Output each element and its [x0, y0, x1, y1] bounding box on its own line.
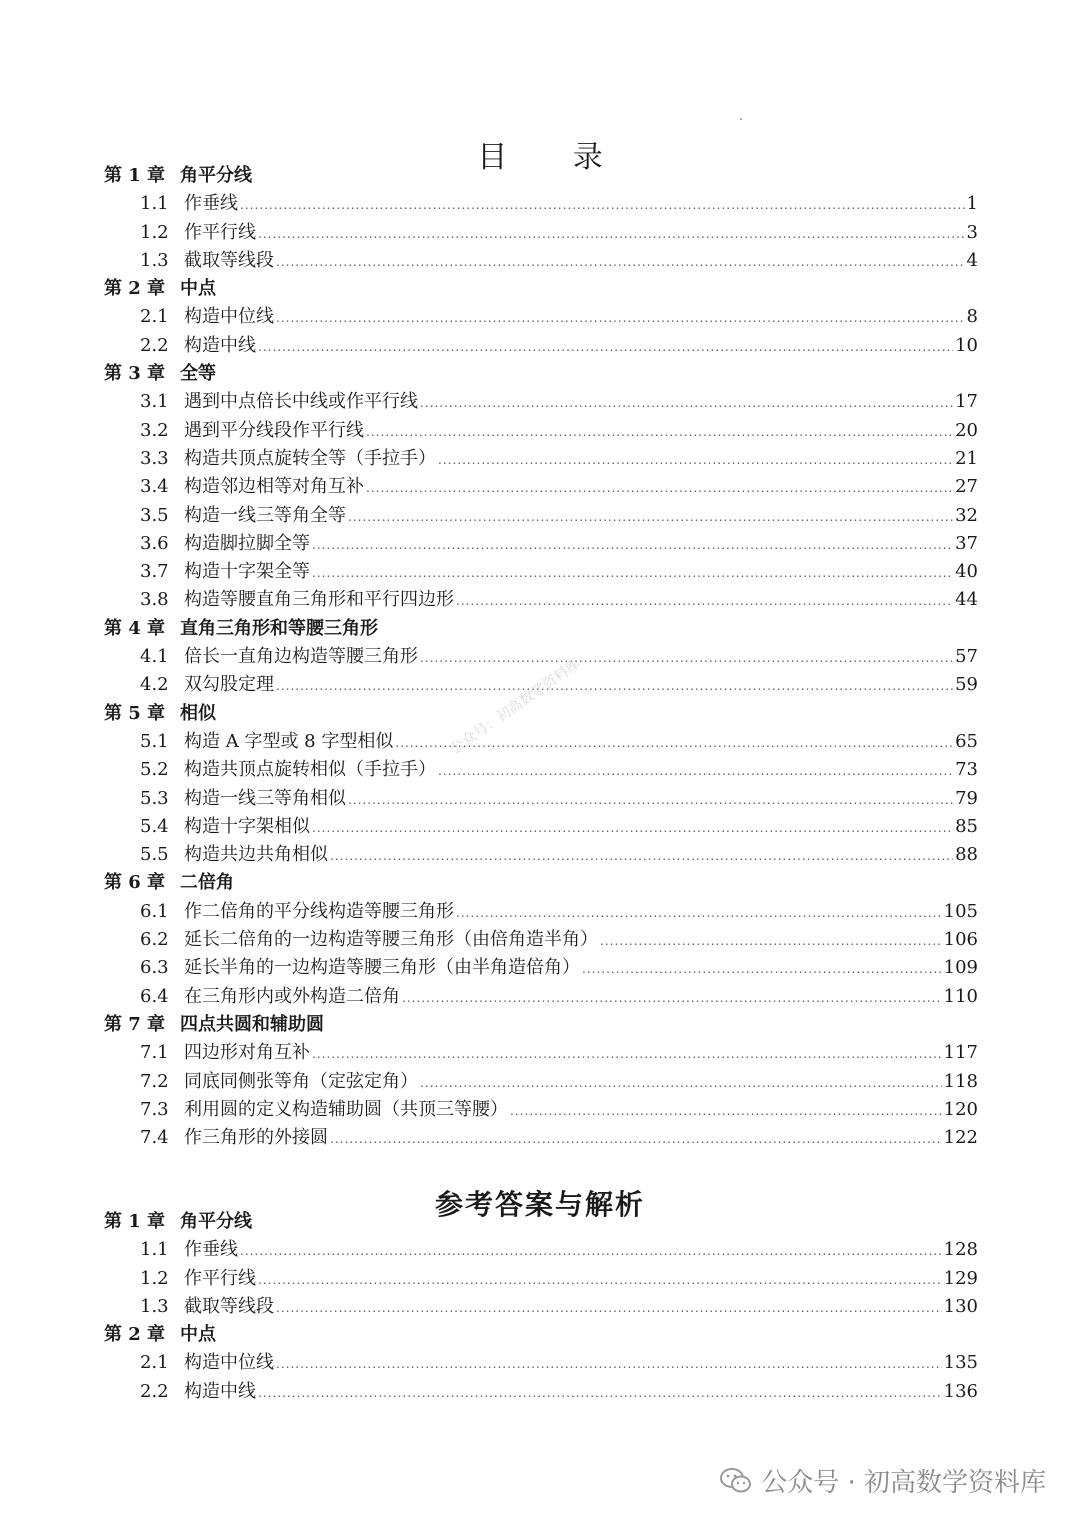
- answers-section-title: 参考答案与解析: [434, 1188, 645, 1222]
- toc-entry[interactable]: [104, 586, 978, 614]
- chapter-title: 角平分线: [180, 1211, 252, 1232]
- entry-title: 作垂线: [184, 193, 238, 215]
- entry-number: 7.4: [140, 1127, 169, 1149]
- entry-number: 5.2: [140, 759, 169, 781]
- entry-title: 四边形对角互补: [184, 1042, 310, 1064]
- dot-leader: [438, 757, 953, 785]
- entry-title: 在三角形内或外构造二倍角: [184, 985, 400, 1007]
- chapter-number: 第 1 章: [104, 1211, 166, 1232]
- entry-title: 构造脚拉脚全等: [184, 532, 310, 554]
- chapter-number: 第 2 章: [104, 1324, 166, 1346]
- toc-entry[interactable]: [104, 417, 978, 445]
- entry-title: 作平行线: [184, 1267, 256, 1289]
- table-of-contents: [104, 162, 978, 1152]
- entry-number: 6.2: [140, 929, 169, 951]
- entry-number: 4.1: [140, 646, 169, 668]
- dot-leader: [420, 644, 953, 672]
- toc-entry[interactable]: [104, 926, 978, 954]
- toc-entry[interactable]: [104, 1378, 978, 1406]
- entry-page-number: 17: [955, 391, 978, 413]
- entry-title: 延长半角的一边构造等腰三角形（由半角造倍角）: [184, 957, 580, 979]
- entry-title: 构造一线三等角相似: [184, 787, 346, 809]
- chapter-heading: [104, 1208, 978, 1236]
- entry-title: 遇到中点倍长中线或作平行线: [184, 391, 418, 413]
- entry-page-number: 117: [943, 1042, 978, 1064]
- chapter-heading: [104, 1321, 978, 1349]
- entry-page-number: 120: [943, 1098, 978, 1120]
- dot-leader: [330, 842, 953, 870]
- diagonal-watermark: 公众号：初高数学资料库: [447, 655, 584, 758]
- chapter-heading: [104, 869, 978, 897]
- toc-entry[interactable]: [104, 445, 978, 473]
- entry-page-number: 8: [966, 306, 978, 328]
- dot-leader: [366, 474, 953, 502]
- entry-title: 延长二倍角的一边构造等腰三角形（由倍角造半角）: [184, 929, 598, 951]
- entry-title: 构造共顶点旋转全等（手拉手）: [184, 447, 436, 469]
- entry-title: 构造一线三等角全等: [184, 504, 346, 526]
- chapter-heading: [104, 700, 978, 728]
- dot-leader: [276, 248, 965, 276]
- toc-entry[interactable]: [104, 813, 978, 841]
- dot-leader: [420, 1069, 942, 1097]
- page-title: 目 录: [477, 140, 631, 176]
- entry-number: 6.3: [140, 957, 169, 979]
- entry-page-number: 27: [955, 476, 978, 498]
- entry-number: 6.4: [140, 985, 169, 1007]
- toc-entry[interactable]: [104, 785, 978, 813]
- wechat-icon: [719, 1466, 753, 1496]
- dot-leader: [456, 899, 942, 927]
- dot-leader: [330, 1125, 942, 1153]
- footer-text: 公众号 · 初高数学资料库: [761, 1468, 1046, 1498]
- chapter-number: 第 7 章: [104, 1013, 166, 1035]
- entry-number: 3.5: [140, 504, 169, 526]
- entry-title: 构造邻边相等对角互补: [184, 476, 364, 498]
- entry-number: 2.2: [140, 334, 169, 356]
- chapter-number: 第 2 章: [104, 278, 166, 300]
- entry-number: 3.2: [140, 419, 169, 441]
- entry-page-number: 10: [955, 334, 978, 356]
- chapter-title: 直角三角形和等腰三角形: [180, 617, 378, 639]
- entry-number: 7.1: [140, 1042, 169, 1064]
- dot-leader: [402, 984, 942, 1012]
- toc-entry[interactable]: [104, 190, 978, 218]
- entry-page-number: 110: [943, 985, 978, 1007]
- entry-number: 1.3: [140, 249, 169, 271]
- entry-page-number: 20: [955, 419, 978, 441]
- entry-title: 截取等线段: [184, 249, 274, 271]
- entry-number: 2.1: [140, 306, 169, 328]
- entry-page-number: 106: [943, 929, 978, 951]
- entry-page-number: 135: [943, 1352, 978, 1374]
- entry-page-number: 129: [943, 1267, 978, 1289]
- entry-number: 3.1: [140, 391, 169, 413]
- toc-entry[interactable]: [104, 1096, 978, 1124]
- toc-entry[interactable]: [104, 473, 978, 501]
- toc-entry[interactable]: [104, 898, 978, 926]
- entry-number: 5.1: [140, 730, 169, 752]
- chapter-number: 第 3 章: [104, 363, 166, 385]
- toc-entry[interactable]: [104, 530, 978, 558]
- entry-title: 作平行线: [184, 221, 256, 243]
- entry-title: 作二倍角的平分线构造等腰三角形: [184, 900, 454, 922]
- entry-number: 3.6: [140, 532, 169, 554]
- chapter-number: 第 6 章: [104, 872, 166, 894]
- entry-number: 5.3: [140, 787, 169, 809]
- toc-entry[interactable]: [104, 502, 978, 530]
- entry-title: 双勾股定理: [184, 674, 274, 696]
- chapter-title: 二倍角: [180, 872, 234, 894]
- chapter-title: 中点: [180, 278, 216, 300]
- entry-page-number: 73: [955, 759, 978, 781]
- entry-page-number: 4: [966, 249, 978, 271]
- chapter-heading: [104, 360, 978, 388]
- dot-leader: [258, 1266, 942, 1294]
- entry-title: 构造中线: [184, 334, 256, 356]
- dot-leader: [276, 1294, 942, 1322]
- entry-title: 构造中线: [184, 1380, 256, 1402]
- footer-watermark: [719, 1462, 1046, 1499]
- chapter-number: 第 4 章: [104, 617, 166, 639]
- toc-entry[interactable]: [104, 388, 978, 416]
- chapter-heading: [104, 1011, 978, 1039]
- dot-leader: [600, 927, 942, 955]
- entry-page-number: 65: [955, 730, 978, 752]
- toc-entry[interactable]: [104, 643, 978, 671]
- dot-leader: [312, 531, 953, 559]
- dot-leader: [366, 418, 953, 446]
- toc-entry[interactable]: [104, 1068, 978, 1096]
- entry-page-number: 1: [966, 193, 978, 215]
- entry-number: 3.7: [140, 561, 169, 583]
- toc-entry[interactable]: [104, 1124, 978, 1152]
- entry-number: 1.1: [140, 193, 169, 215]
- entry-page-number: 122: [943, 1127, 978, 1149]
- entry-page-number: 88: [955, 844, 978, 866]
- entry-number: 7.2: [140, 1070, 169, 1092]
- entry-page-number: 105: [943, 900, 978, 922]
- toc-entry[interactable]: [104, 756, 978, 784]
- dot-leader: [582, 955, 942, 983]
- chapter-number: 第 1 章: [104, 165, 166, 186]
- entry-page-number: 21: [955, 447, 978, 469]
- entry-title: 截取等线段: [184, 1295, 274, 1317]
- entry-page-number: 3: [966, 221, 978, 243]
- entry-title: 构造 A 字型或 8 字型相似: [184, 730, 394, 752]
- entry-page-number: 128: [943, 1239, 978, 1261]
- toc-entry[interactable]: [104, 1039, 978, 1067]
- entry-page-number: 109: [943, 957, 978, 979]
- toc-entry[interactable]: [104, 303, 978, 331]
- entry-page-number: 44: [955, 589, 978, 611]
- dot-leader: [348, 786, 953, 814]
- chapter-title: 相似: [180, 702, 216, 724]
- toc-entry[interactable]: [104, 219, 978, 247]
- entry-number: 1.1: [140, 1239, 169, 1261]
- entry-number: 6.1: [140, 900, 169, 922]
- entry-page-number: 40: [955, 561, 978, 583]
- chapter-heading: [104, 275, 978, 303]
- toc-entry[interactable]: [104, 1236, 978, 1264]
- entry-number: 5.5: [140, 844, 169, 866]
- entry-number: 4.2: [140, 674, 169, 696]
- entry-title: 作三角形的外接圆: [184, 1127, 328, 1149]
- entry-title: 构造共边共角相似: [184, 844, 328, 866]
- entry-title: 构造中位线: [184, 306, 274, 328]
- chapter-title: 全等: [180, 363, 216, 385]
- dot-leader: [348, 503, 953, 531]
- entry-title: 构造共顶点旋转相似（手拉手）: [184, 759, 436, 781]
- dot-leader: [240, 1237, 942, 1265]
- dot-leader: [312, 814, 953, 842]
- entry-number: 7.3: [140, 1098, 169, 1120]
- toc-entry[interactable]: [104, 1265, 978, 1293]
- entry-title: 作垂线: [184, 1239, 238, 1261]
- entry-title: 同底同侧张等角（定弦定角）: [184, 1070, 418, 1092]
- entry-number: 1.2: [140, 1267, 169, 1289]
- entry-title: 构造等腰直角三角形和平行四边形: [184, 589, 454, 611]
- entry-title: 构造十字架全等: [184, 561, 310, 583]
- entry-title: 利用圆的定义构造辅助圆（共顶三等腰）: [184, 1098, 508, 1120]
- dot-leader: [258, 1379, 942, 1407]
- dot-leader: [438, 446, 953, 474]
- chapter-heading: [104, 615, 978, 643]
- entry-page-number: 79: [955, 787, 978, 809]
- entry-number: 1.2: [140, 221, 169, 243]
- dot-leader: [312, 559, 953, 587]
- dot-leader: [258, 220, 965, 248]
- dot-leader: [420, 389, 953, 417]
- dot-leader: [258, 333, 953, 361]
- entry-title: 倍长一直角边构造等腰三角形: [184, 646, 418, 668]
- chapter-title: 中点: [180, 1324, 216, 1346]
- entry-page-number: 59: [955, 674, 978, 696]
- entry-page-number: 136: [943, 1380, 978, 1402]
- entry-page-number: 32: [955, 504, 978, 526]
- entry-page-number: 57: [955, 646, 978, 668]
- entry-number: 5.4: [140, 815, 169, 837]
- entry-number: 1.3: [140, 1295, 169, 1317]
- toc-entry[interactable]: [104, 954, 978, 982]
- dot-leader: [312, 1040, 942, 1068]
- toc-entry[interactable]: [104, 841, 978, 869]
- toc-entry[interactable]: [104, 983, 978, 1011]
- entry-page-number: 85: [955, 815, 978, 837]
- entry-number: 3.4: [140, 476, 169, 498]
- toc-entry[interactable]: [104, 247, 978, 275]
- toc-entry[interactable]: [104, 332, 978, 360]
- entry-title: 遇到平分线段作平行线: [184, 419, 364, 441]
- dot-leader: [510, 1097, 942, 1125]
- entry-number: 3.8: [140, 589, 169, 611]
- entry-number: 2.2: [140, 1380, 169, 1402]
- entry-title: 构造中位线: [184, 1352, 274, 1374]
- entry-number: 3.3: [140, 447, 169, 469]
- entry-page-number: 118: [943, 1070, 978, 1092]
- dot-leader: [276, 1350, 942, 1378]
- entry-page-number: 37: [955, 532, 978, 554]
- chapter-title: 角平分线: [180, 165, 252, 186]
- chapter-title: 四点共圆和辅助圆: [180, 1013, 324, 1035]
- toc-entry[interactable]: [104, 728, 978, 756]
- entry-number: 2.1: [140, 1352, 169, 1374]
- scan-speck: [740, 118, 742, 120]
- dot-leader: [276, 304, 965, 332]
- chapter-number: 第 5 章: [104, 702, 166, 724]
- toc-entry[interactable]: [104, 558, 978, 586]
- entry-page-number: 130: [943, 1295, 978, 1317]
- entry-title: 构造十字架相似: [184, 815, 310, 837]
- chapter-heading: [104, 162, 978, 190]
- dot-leader: [240, 191, 965, 219]
- dot-leader: [456, 587, 953, 615]
- dot-leader: [276, 672, 953, 700]
- answers-contents: [104, 1208, 978, 1406]
- toc-entry[interactable]: [104, 1293, 978, 1321]
- toc-entry[interactable]: [104, 1349, 978, 1377]
